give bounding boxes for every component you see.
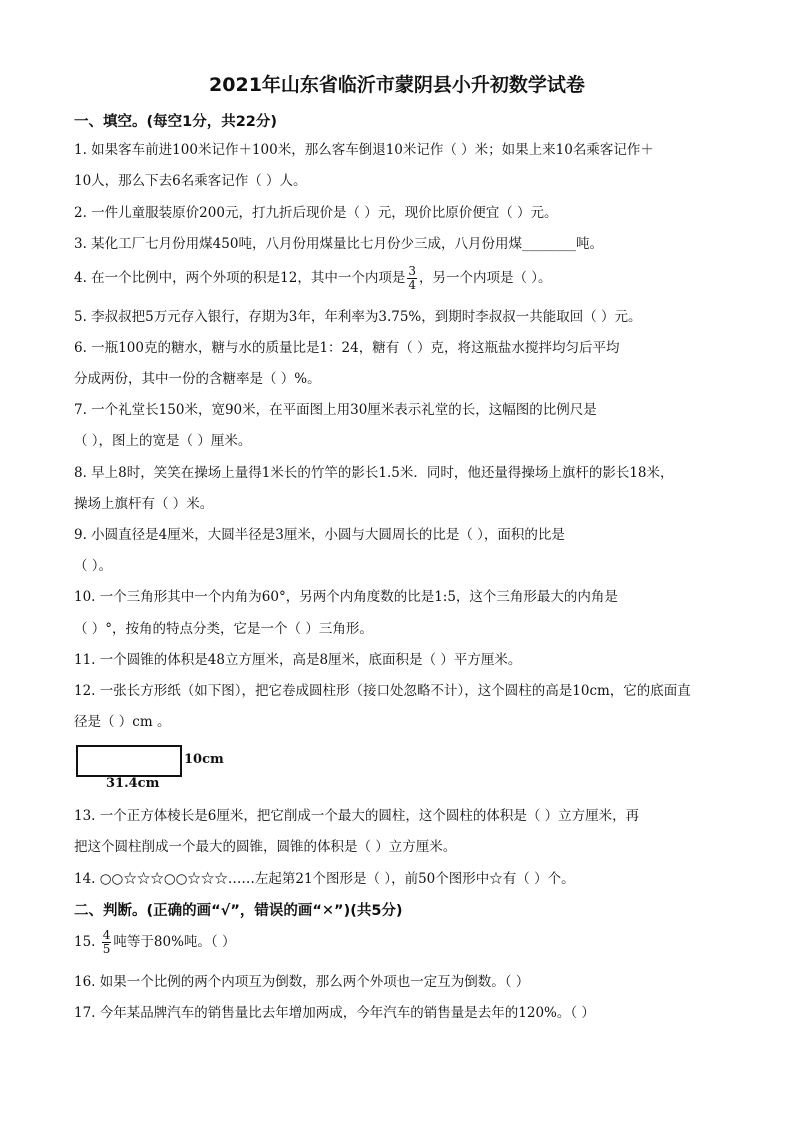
- question-4-text: 4. 在一个比例中，两个外项的积是12，其中一个内项是: [74, 270, 406, 286]
- question-1-line-2: 10人，那么下去6名乘客记作（ ）人。: [74, 173, 307, 189]
- question-9-line-2: （ ）。: [74, 558, 113, 574]
- question-12-line-1: 12. 一张长方形纸（如下图），把它卷成圆柱形（接口处忽略不计），这个圆柱的高是10cm，它的底面直: [74, 683, 691, 699]
- question-2: 2. 一件儿童服装原价200元，打九折后现价是（ ）元，现价比原价便宜（ ）元。: [74, 205, 558, 221]
- question-5: 5. 李叔叔把5万元存入银行，存期为3年，年利率为3.75%，到期时李叔叔一共能取回（ ）元。: [74, 309, 642, 325]
- question-15-number: 15.: [74, 934, 96, 950]
- question-16: 16. 如果一个比例的两个内项互为倒数，那么两个外项也一定互为倒数。（ ）: [74, 974, 530, 990]
- question-3: 3. 某化工厂七月份用煤450吨，八月份用煤量比七月份少三成，八月份用煤________吨。: [74, 236, 603, 252]
- fraction-four-fifths: [102, 929, 112, 956]
- page-title: 2021年山东省临沂市蒙阴县小升初数学试卷: [209, 74, 585, 96]
- question-12-line-2: 径是（ ）cm 。: [74, 714, 171, 730]
- question-8-line-1: 8. 早上8时，笑笑在操场上量得1米长的竹竿的影长1.5米．同时，他还量得操场上旗杆的影长18米，: [74, 465, 674, 481]
- question-17: 17. 今年某品牌汽车的销售量比去年增加两成，今年汽车的销售量是去年的120%。（ ）: [74, 1005, 595, 1021]
- question-10-line-1: 10. 一个三角形其中一个内角为60°，另两个内角度数的比是1:5，这个三角形最大的内角是: [74, 589, 618, 605]
- rectangle-paper-figure: [76, 745, 182, 777]
- question-15-text: 吨等于80%吨。（ ）: [113, 934, 236, 950]
- figure-width-label: 31.4cm: [106, 776, 160, 791]
- question-15: [74, 926, 724, 958]
- section-heading-fill-in: 一、填空。(每空1分，共22分): [74, 114, 278, 130]
- question-6-line-1: 6. 一瓶100克的糖水，糖与水的质量比是1：24，糖有（ ）克，将这瓶盐水搅拌均匀后平均: [74, 340, 620, 356]
- question-1-line-1: 1. 如果客车前进100米记作＋100米，那么客车倒退10米记作（ ）米；如果上来10名乘客记作＋: [74, 142, 654, 158]
- fraction-numerator: 4: [102, 928, 111, 942]
- question-4: [74, 262, 724, 294]
- section-heading-true-false: 二、判断。(正确的画“√”，错误的画“✕”)(共5分): [74, 903, 403, 919]
- question-13-line-2: 把这个圆柱削成一个最大的圆锥，圆锥的体积是（ ）立方厘米。: [74, 839, 457, 855]
- question-11: 11. 一个圆锥的体积是48立方厘米，高是8厘米，底面积是（ ）平方厘米。: [74, 652, 522, 668]
- question-7-line-2: （ ），图上的宽是（ ）厘米。: [74, 433, 252, 449]
- question-7-line-1: 7. 一个礼堂长150米，宽90米，在平面图上用30厘米表示礼堂的长，这幅图的比例尺是: [74, 402, 597, 418]
- question-6-line-2: 分成两份，其中一份的含糖率是（ ）%。: [74, 371, 321, 387]
- question-14: 14. ○○☆☆☆○○☆☆☆……左起第21个图形是（ ），前50个图形中☆有（ ）个。: [74, 871, 575, 887]
- fraction-denominator: 4: [408, 278, 416, 292]
- figure-height-label: 10cm: [184, 752, 224, 767]
- question-8-line-2: 操场上旗杆有（ ）米。: [74, 496, 214, 512]
- question-10-line-2: （ ）°，按角的特点分类，它是一个（ ）三角形。: [74, 621, 373, 637]
- question-13-line-1: 13. 一个正方体棱长是6厘米，把它削成一个最大的圆柱，这个圆柱的体积是（ ）立方厘米，再: [74, 808, 640, 824]
- question-4-text-end: ，另一个内项是（ ）。: [419, 270, 552, 286]
- fraction-three-quarters: [407, 265, 417, 292]
- fraction-numerator: 3: [408, 264, 416, 278]
- question-9-line-1: 9. 小圆直径是4厘米，大圆半径是3厘米，小圆与大圆周长的比是（ ），面积的比是: [74, 527, 565, 543]
- fraction-denominator: 5: [102, 942, 111, 956]
